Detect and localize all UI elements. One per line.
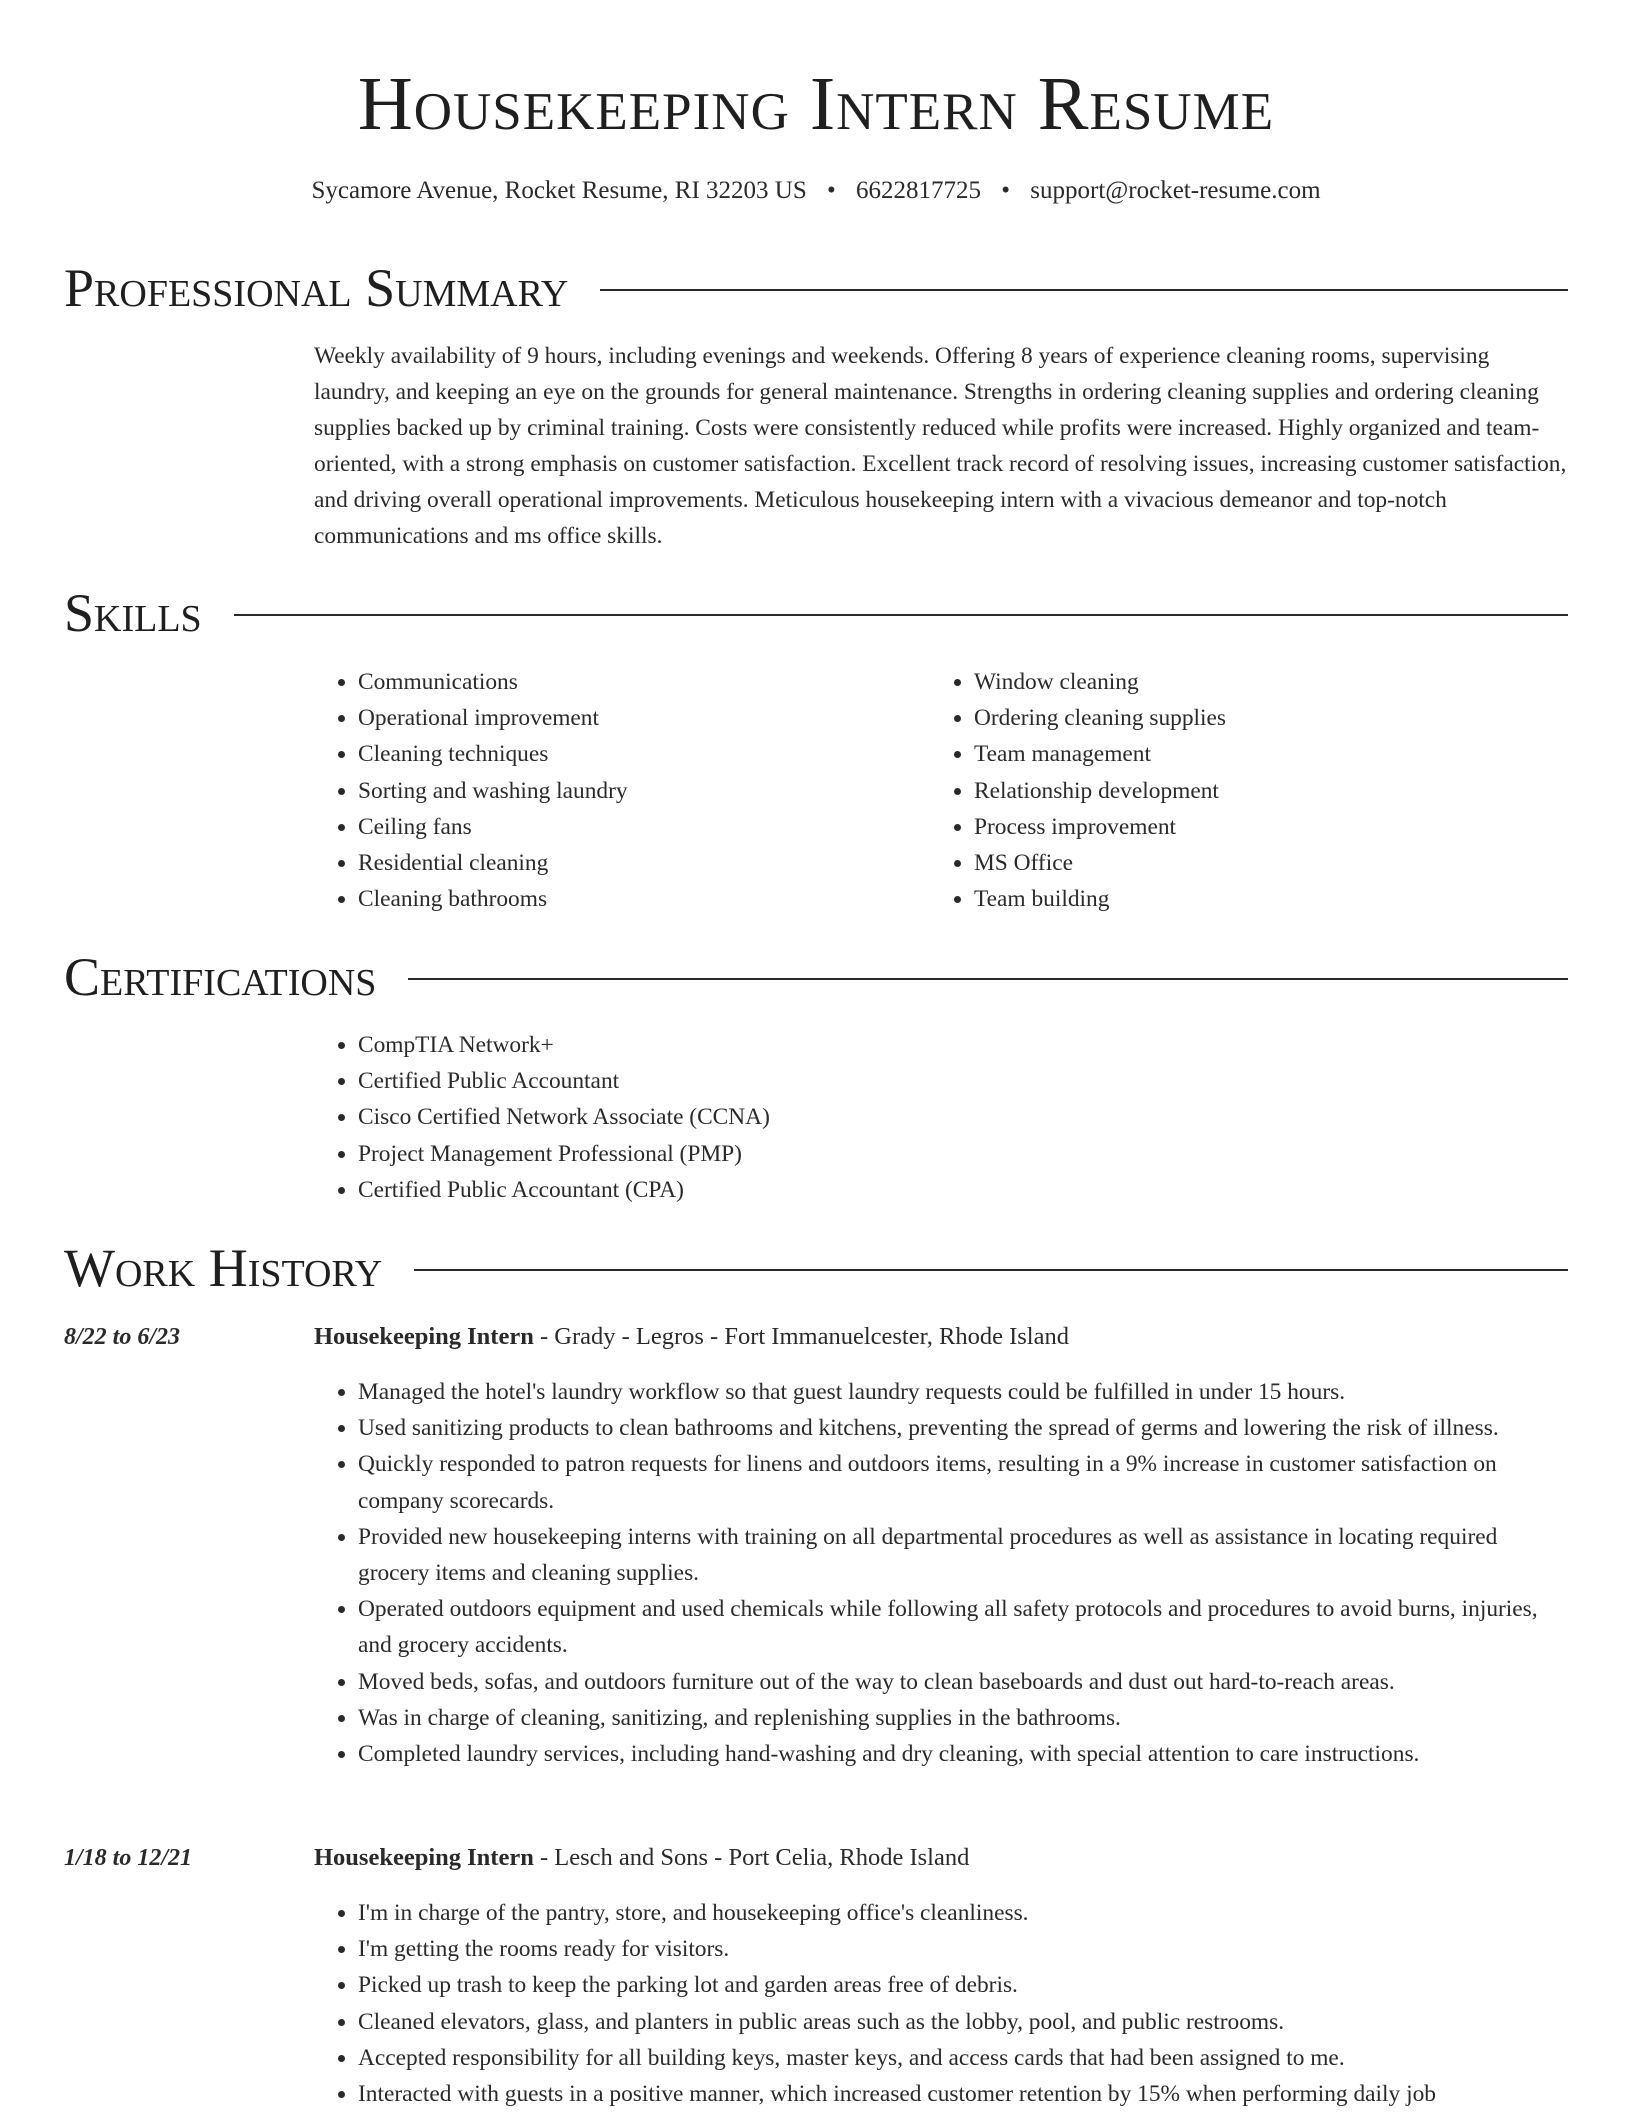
list-item: • Residential cleaning	[358, 845, 914, 881]
list-item: • Operational improvement	[358, 700, 914, 736]
list-item: • Cisco Certified Network Associate (CCNA)	[358, 1099, 770, 1135]
skills-section-header	[64, 581, 1568, 645]
list-item: • Window cleaning	[974, 664, 1550, 700]
list-item: • CompTIA Network+	[358, 1027, 770, 1063]
job-employer-location: - Grady - Legros - Fort Immanuelcester, Rhode Island	[533, 1323, 1069, 1350]
list-item: • Operated outdoors equipment and used chemicals while following all safety protocols and procedures to avoid burns, injuries, and grocery accidents.	[358, 1591, 1568, 1663]
list-item: • Cleaning bathrooms	[358, 881, 914, 917]
section-divider	[600, 289, 1568, 291]
list-item: • Certified Public Accountant	[358, 1063, 770, 1099]
certifications-section-header	[64, 945, 1568, 1009]
list-item: • Ceiling fans	[358, 809, 914, 845]
skills-column-right	[930, 664, 1550, 917]
list-item: • Used sanitizing products to clean bathrooms and kitchens, preventing the spread of germs and lowering the risk of illness.	[358, 1410, 1568, 1446]
work-section-title: Work History	[64, 1238, 383, 1298]
section-divider	[234, 614, 1568, 616]
section-divider	[414, 1269, 1568, 1271]
job-dates: 8/22 to 6/23	[64, 1324, 181, 1350]
list-item: • Cleaning techniques	[358, 736, 914, 772]
work-section-header	[64, 1236, 1568, 1300]
resume-name: Housekeeping Intern Resume	[357, 62, 1275, 146]
contact-address: Sycamore Avenue, Rocket Resume, RI 32203 US	[311, 177, 807, 204]
list-item: • Communications	[358, 664, 914, 700]
list-item: • Interacted with guests in a positive manner, which increased customer retention by 15% when performing daily job	[358, 2076, 1568, 2112]
certifications-section-title: Certifications	[64, 947, 377, 1007]
job-bullet-list	[314, 1374, 1568, 1772]
summary-text: Weekly availability of 9 hours, including evenings and weekends. Offering 8 years of experience cleaning rooms, supervising laundry, and keeping an eye on the grounds for general maintenance. Strengths in ordering cleaning supplies and ordering cleaning supplies backed up by criminal training. Costs were consistently reduced while profits were increased. Highly organized and team-oriented, with a strong emphasis on customer satisfaction. Excellent track record of resolving issues, increasing customer satisfaction, and driving overall operational improvements. Meticulous housekeeping intern with a vivacious demeanor and top-notch communications and ms office skills.	[314, 343, 1567, 549]
list-item: • Completed laundry services, including hand-washing and dry cleaning, with special attention to care instructions.	[358, 1736, 1568, 1772]
list-item: • Was in charge of cleaning, sanitizing, and replenishing supplies in the bathrooms.	[358, 1700, 1568, 1736]
contact-line	[0, 174, 1632, 208]
contact-separator: •	[1001, 177, 1011, 204]
list-item: • I'm getting the rooms ready for visitors.	[358, 1931, 1568, 1967]
list-item: • Team management	[974, 736, 1550, 772]
job-heading	[314, 1320, 1069, 1354]
list-item: • Accepted responsibility for all building keys, master keys, and access cards that had been assigned to me.	[358, 2040, 1568, 2076]
list-item: • Process improvement	[974, 809, 1550, 845]
list-item: • Picked up trash to keep the parking lot and garden areas free of debris.	[358, 1967, 1568, 2003]
list-item: • Ordering cleaning supplies	[974, 700, 1550, 736]
skills-column-left	[314, 664, 914, 917]
certifications-list	[314, 1027, 770, 1208]
list-item: • Quickly responded to patron requests for linens and outdoors items, resulting in a 9% increase in customer satisfaction on company scorecards.	[358, 1446, 1568, 1518]
contact-phone: 6622817725	[856, 177, 981, 204]
job-employer-location: - Lesch and Sons - Port Celia, Rhode Island	[533, 1844, 970, 1871]
skills-section-title: Skills	[64, 583, 202, 643]
list-item: • Project Management Professional (PMP)	[358, 1136, 770, 1172]
list-item: • Managed the hotel's laundry workflow so that guest laundry requests could be fulfilled in under 15 hours.	[358, 1374, 1568, 1410]
list-item: • Moved beds, sofas, and outdoors furniture out of the way to clean baseboards and dust out hard-to-reach areas.	[358, 1664, 1568, 1700]
job-role: Housekeeping Intern	[314, 1323, 534, 1350]
list-item: • Relationship development	[974, 773, 1550, 809]
summary-section-title: Professional Summary	[64, 258, 569, 318]
contact-separator: •	[826, 177, 836, 204]
job-heading	[314, 1841, 969, 1875]
section-divider	[408, 978, 1568, 980]
summary-section-header	[64, 256, 1568, 320]
list-item: • Certified Public Accountant (CPA)	[358, 1172, 770, 1208]
certifications-block	[314, 1027, 770, 1208]
list-item: • Provided new housekeeping interns with training on all departmental procedures as well as assistance in locating required grocery items and cleaning supplies.	[358, 1519, 1568, 1591]
skills-list-left	[314, 664, 914, 917]
list-item: • Team building	[974, 881, 1550, 917]
contact-email: support@rocket-resume.com	[1030, 177, 1321, 204]
job-role: Housekeeping Intern	[314, 1844, 534, 1871]
skills-list-right	[930, 664, 1550, 917]
list-item: • Cleaned elevators, glass, and planters in public areas such as the lobby, pool, and public restrooms.	[358, 2004, 1568, 2040]
job-responsibilities	[314, 1374, 1568, 1772]
list-item: • MS Office	[974, 845, 1550, 881]
list-item: • Sorting and washing laundry	[358, 773, 914, 809]
job-bullet-list	[314, 1895, 1568, 2112]
job-responsibilities	[314, 1895, 1568, 2112]
job-dates: 1/18 to 12/21	[64, 1845, 193, 1871]
list-item: • I'm in charge of the pantry, store, and housekeeping office's cleanliness.	[358, 1895, 1568, 1931]
